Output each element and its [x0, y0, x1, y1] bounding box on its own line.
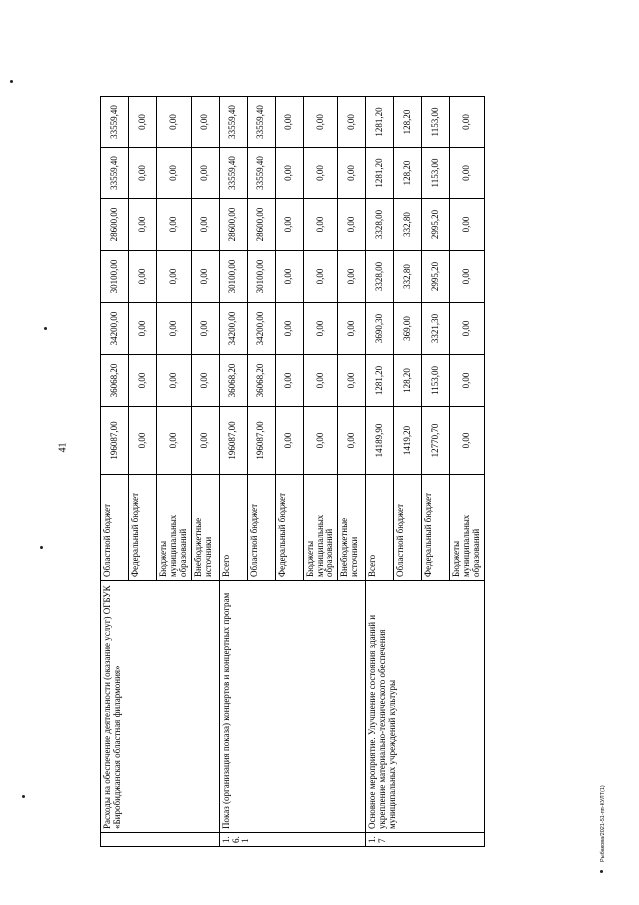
funding-source-cell: Всего	[366, 475, 394, 581]
amount-cell: 34200,00	[247, 303, 275, 355]
funding-source-cell: Внебюджетные источники	[191, 475, 219, 581]
table-row	[366, 97, 394, 847]
amount-cell: 332,80	[394, 251, 422, 303]
amount-cell: 0,00	[157, 355, 192, 407]
amount-cell: 0,00	[338, 355, 366, 407]
amount-cell: 0,00	[157, 303, 192, 355]
amount-cell: 0,00	[450, 148, 485, 199]
row-number-cell	[101, 833, 220, 847]
amount-cell: 2995,20	[422, 251, 450, 303]
budget-table	[100, 96, 485, 847]
amount-cell: 0,00	[338, 407, 366, 475]
amount-cell: 14189,90	[366, 407, 394, 475]
page-number: 41	[57, 442, 69, 453]
amount-cell: 0,00	[157, 97, 192, 148]
amount-cell: 0,00	[275, 148, 303, 199]
amount-cell: 0,00	[275, 251, 303, 303]
scan-speck	[22, 795, 25, 798]
amount-cell: 34200,00	[219, 303, 247, 355]
amount-cell: 0,00	[450, 355, 485, 407]
funding-source-cell: Бюджеты муниципальных образований	[450, 475, 485, 581]
amount-cell: 36068,20	[219, 355, 247, 407]
amount-cell: 0,00	[275, 97, 303, 148]
amount-cell: 0,00	[303, 148, 338, 199]
funding-source-cell: Бюджеты муниципальных образований	[157, 475, 192, 581]
amount-cell: 30100,00	[247, 251, 275, 303]
amount-cell: 33559,40	[101, 148, 129, 199]
amount-cell: 33559,40	[219, 148, 247, 199]
scan-speck	[10, 80, 13, 83]
funding-source-cell: Областной бюджет	[247, 475, 275, 581]
amount-cell: 30100,00	[219, 251, 247, 303]
amount-cell: 369,00	[394, 303, 422, 355]
amount-cell: 1281,20	[366, 355, 394, 407]
scan-speck	[40, 546, 43, 549]
amount-cell: 0,00	[129, 97, 157, 148]
amount-cell: 0,00	[191, 97, 219, 148]
amount-cell: 0,00	[191, 355, 219, 407]
amount-cell: 0,00	[157, 148, 192, 199]
amount-cell: 0,00	[450, 251, 485, 303]
amount-cell: 196087,00	[247, 407, 275, 475]
amount-cell: 0,00	[157, 407, 192, 475]
funding-source-cell: Федеральный бюджет	[422, 475, 450, 581]
funding-source-cell: Всего	[219, 475, 247, 581]
amount-cell: 30100,00	[101, 251, 129, 303]
amount-cell: 0,00	[338, 303, 366, 355]
table-row	[101, 97, 129, 847]
amount-cell: 0,00	[157, 251, 192, 303]
funding-source-cell: Федеральный бюджет	[275, 475, 303, 581]
funding-source-cell: Федеральный бюджет	[129, 475, 157, 581]
amount-cell: 196087,00	[101, 407, 129, 475]
amount-cell: 0,00	[303, 251, 338, 303]
amount-cell: 3690,30	[366, 303, 394, 355]
amount-cell: 0,00	[338, 199, 366, 251]
amount-cell: 196087,00	[219, 407, 247, 475]
amount-cell: 3328,00	[366, 251, 394, 303]
amount-cell: 0,00	[191, 407, 219, 475]
amount-cell: 28600,00	[101, 199, 129, 251]
amount-cell: 36068,20	[247, 355, 275, 407]
document-footer-code: Рыбакова/2021-51-пп-КУЛТ(1)	[600, 785, 606, 862]
activity-name-cell: Основное мероприятие. Улучшение состояния зданий и укрепление материально-технического обеспечения муниципальных учреждений культуры	[366, 581, 485, 833]
amount-cell: 128,20	[394, 97, 422, 148]
amount-cell: 34200,00	[101, 303, 129, 355]
table-body	[101, 97, 485, 847]
amount-cell: 0,00	[450, 407, 485, 475]
amount-cell: 1153,00	[422, 148, 450, 199]
amount-cell: 0,00	[303, 407, 338, 475]
amount-cell: 0,00	[191, 303, 219, 355]
amount-cell: 0,00	[275, 199, 303, 251]
amount-cell: 0,00	[129, 355, 157, 407]
amount-cell: 3321,30	[422, 303, 450, 355]
amount-cell: 128,20	[394, 148, 422, 199]
amount-cell: 0,00	[338, 148, 366, 199]
amount-cell: 2995,20	[422, 199, 450, 251]
amount-cell: 0,00	[191, 199, 219, 251]
amount-cell: 0,00	[450, 303, 485, 355]
funding-source-cell: Областной бюджет	[394, 475, 422, 581]
amount-cell: 0,00	[129, 251, 157, 303]
amount-cell: 0,00	[129, 148, 157, 199]
scan-speck	[600, 870, 603, 873]
amount-cell: 0,00	[338, 251, 366, 303]
funding-source-cell: Бюджеты муниципальных образований	[303, 475, 338, 581]
amount-cell: 0,00	[303, 303, 338, 355]
rotated-table-wrapper	[100, 97, 584, 847]
amount-cell: 1281,20	[366, 97, 394, 148]
amount-cell: 128,20	[394, 355, 422, 407]
amount-cell: 332,80	[394, 199, 422, 251]
scan-speck	[44, 327, 47, 330]
amount-cell: 0,00	[450, 97, 485, 148]
amount-cell: 0,00	[303, 97, 338, 148]
amount-cell: 0,00	[191, 251, 219, 303]
amount-cell: 0,00	[275, 407, 303, 475]
amount-cell: 0,00	[338, 97, 366, 148]
amount-cell: 1419,20	[394, 407, 422, 475]
funding-source-cell: Внебюджетные источники	[338, 475, 366, 581]
amount-cell: 12770,70	[422, 407, 450, 475]
amount-cell: 3328,00	[366, 199, 394, 251]
amount-cell: 36068,20	[101, 355, 129, 407]
amount-cell: 1153,00	[422, 355, 450, 407]
amount-cell: 0,00	[129, 303, 157, 355]
amount-cell: 33559,40	[219, 97, 247, 148]
amount-cell: 0,00	[303, 355, 338, 407]
activity-name-cell: Расходы на обеспечение деятельности (оказание услуг) ОГБУК «Биробиджанская областная филармония»	[101, 581, 220, 833]
row-number-cell: 1.7	[366, 833, 485, 847]
amount-cell: 0,00	[275, 355, 303, 407]
amount-cell: 33559,40	[101, 97, 129, 148]
table-row	[219, 97, 247, 847]
amount-cell: 0,00	[129, 199, 157, 251]
amount-cell: 33559,40	[247, 97, 275, 148]
funding-source-cell: Областной бюджет	[101, 475, 129, 581]
amount-cell: 0,00	[191, 148, 219, 199]
amount-cell: 0,00	[275, 303, 303, 355]
amount-cell: 1153,00	[422, 97, 450, 148]
row-number-cell: 1.6.1	[219, 833, 366, 847]
amount-cell: 0,00	[303, 199, 338, 251]
amount-cell: 0,00	[450, 199, 485, 251]
amount-cell: 0,00	[129, 407, 157, 475]
amount-cell: 33559,40	[247, 148, 275, 199]
amount-cell: 28600,00	[219, 199, 247, 251]
activity-name-cell: Показ (организация показа) концертов и концертных програм	[219, 581, 366, 833]
amount-cell: 28600,00	[247, 199, 275, 251]
amount-cell: 1281,20	[366, 148, 394, 199]
amount-cell: 0,00	[157, 199, 192, 251]
